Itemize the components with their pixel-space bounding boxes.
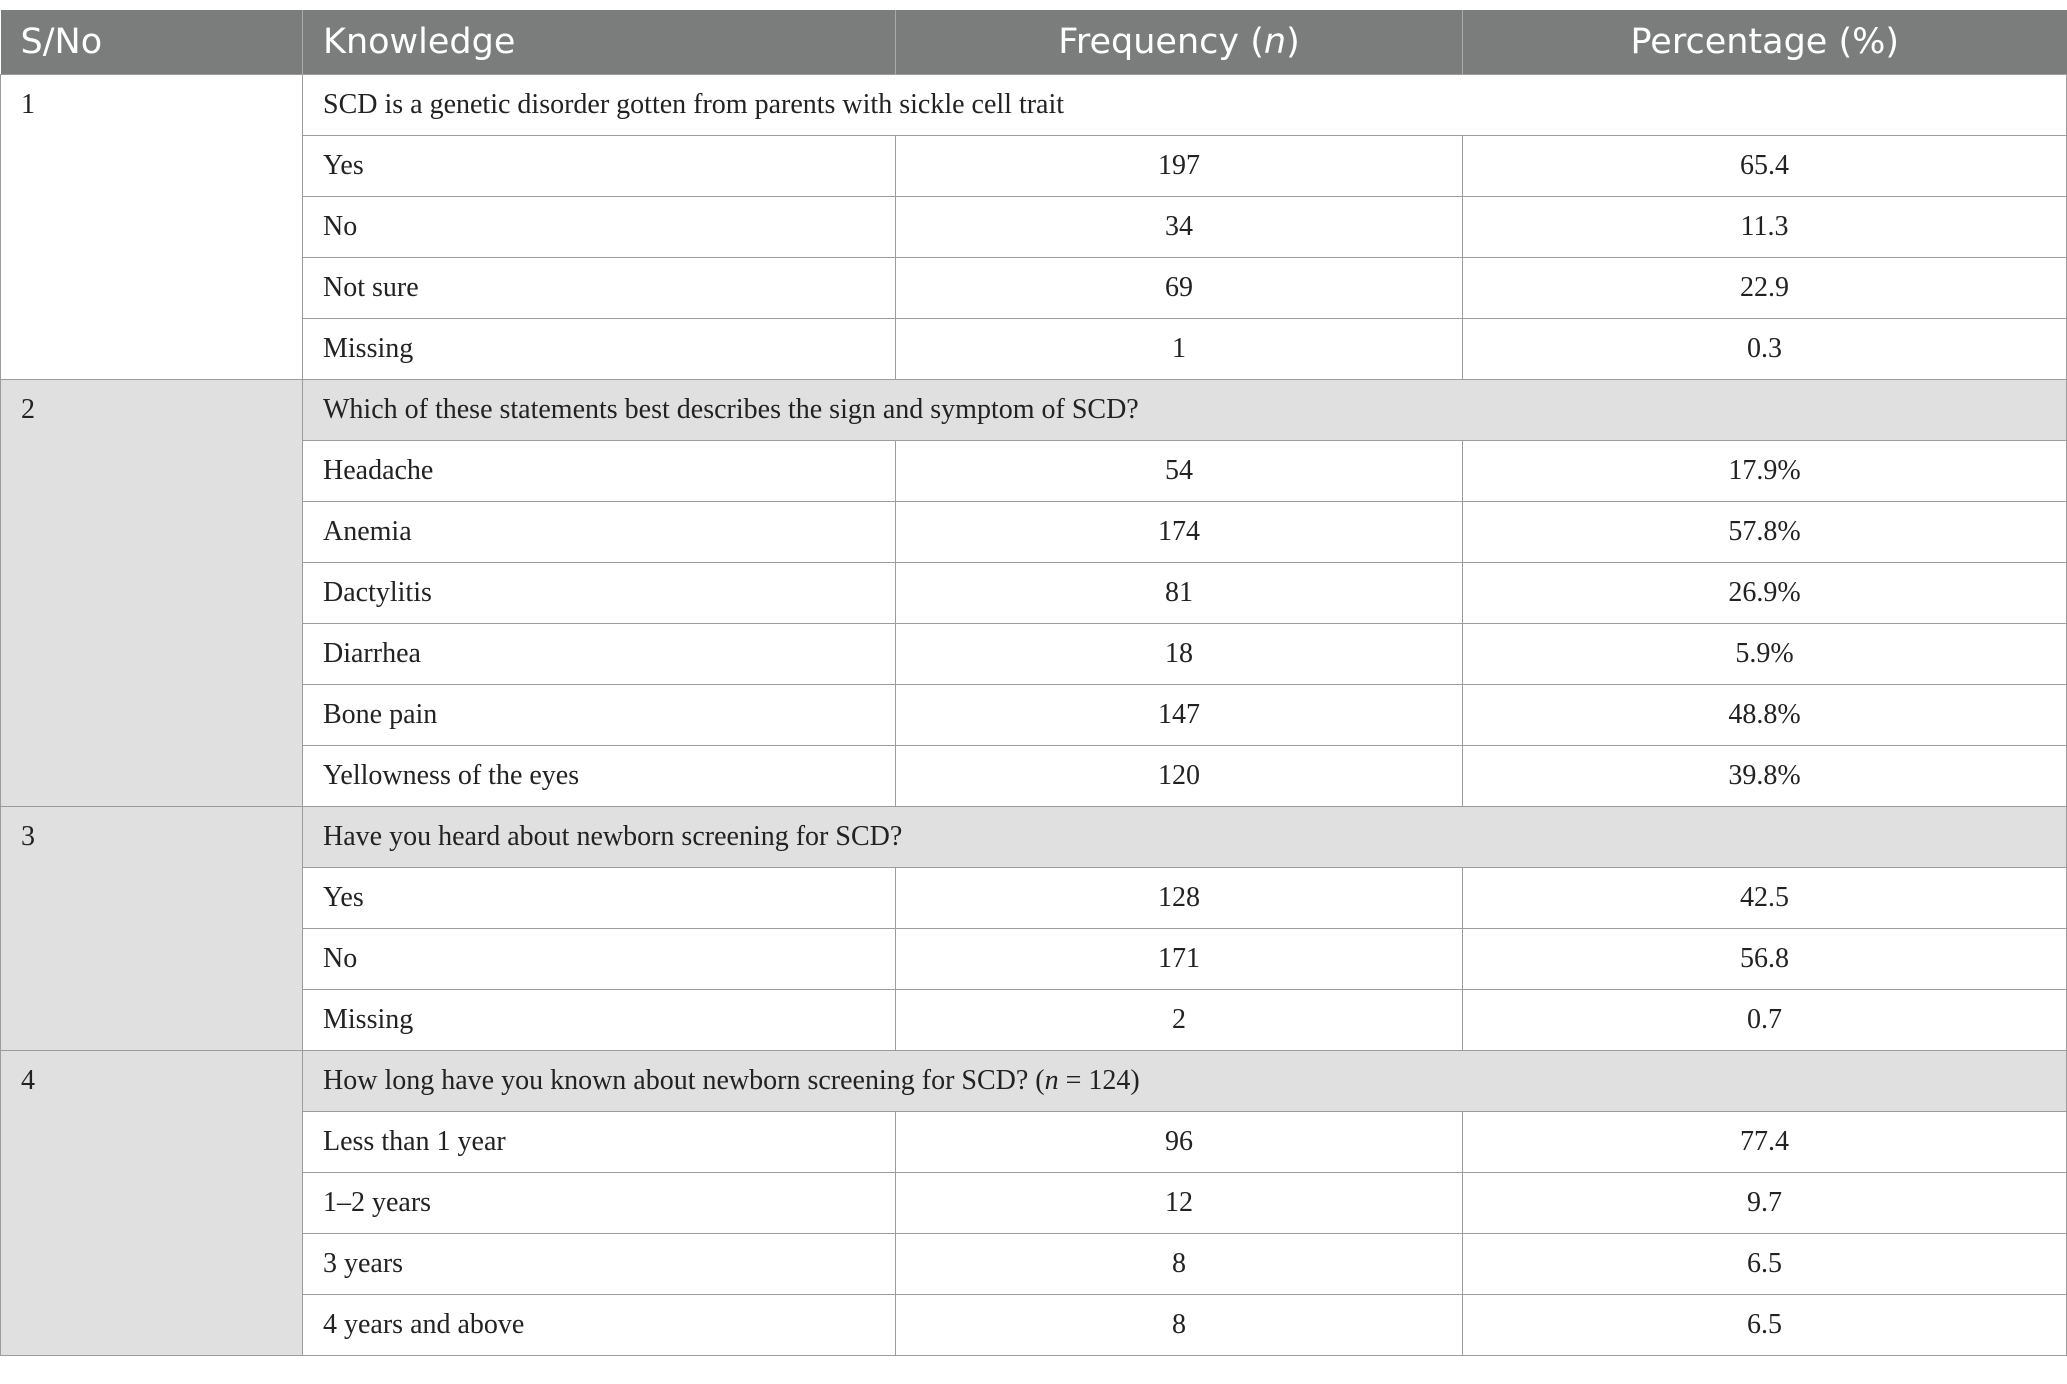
percentage-cell: 39.8% bbox=[1463, 746, 2067, 807]
percentage-cell: 42.5 bbox=[1463, 868, 2067, 929]
table-row bbox=[1, 624, 2067, 685]
option-label: Missing bbox=[303, 990, 896, 1051]
header-percentage: Percentage (%) bbox=[1463, 10, 2067, 75]
option-label: Dactylitis bbox=[303, 563, 896, 624]
frequency-cell: 128 bbox=[896, 868, 1463, 929]
question-main: SCD is a genetic disorder gotten from parents with sickle cell trait bbox=[323, 89, 1065, 120]
option-label: Bone pain bbox=[303, 685, 896, 746]
option-label: 3 years bbox=[303, 1234, 896, 1295]
question-row bbox=[1, 1051, 2067, 1112]
table-row bbox=[1, 746, 2067, 807]
question-main: Which of these statements best describes the sign and symptom of SCD? bbox=[323, 394, 1139, 425]
option-label: Yes bbox=[303, 136, 896, 197]
percentage-cell: 6.5 bbox=[1463, 1295, 2067, 1356]
header-sno: S/No bbox=[1, 10, 303, 75]
table-row bbox=[1, 502, 2067, 563]
option-label: No bbox=[303, 197, 896, 258]
header-frequency-text: Frequency ( bbox=[1058, 22, 1264, 62]
question-tail: = 124) bbox=[1058, 1065, 1140, 1096]
percentage-cell: 56.8 bbox=[1463, 929, 2067, 990]
question-variable: n bbox=[1044, 1065, 1059, 1096]
percentage-cell: 48.8% bbox=[1463, 685, 2067, 746]
frequency-cell: 34 bbox=[896, 197, 1463, 258]
frequency-cell: 54 bbox=[896, 441, 1463, 502]
option-label: Less than 1 year bbox=[303, 1112, 896, 1173]
frequency-cell: 81 bbox=[896, 563, 1463, 624]
percentage-cell: 6.5 bbox=[1463, 1234, 2067, 1295]
header-row bbox=[1, 10, 2067, 75]
option-label: 4 years and above bbox=[303, 1295, 896, 1356]
frequency-cell: 96 bbox=[896, 1112, 1463, 1173]
question-main: Have you heard about newborn screening for SCD? bbox=[323, 821, 903, 852]
sno-cell: 1 bbox=[1, 75, 303, 380]
option-label: No bbox=[303, 929, 896, 990]
frequency-cell: 69 bbox=[896, 258, 1463, 319]
table-row bbox=[1, 1295, 2067, 1356]
table-row bbox=[1, 1112, 2067, 1173]
table-row bbox=[1, 136, 2067, 197]
frequency-cell: 18 bbox=[896, 624, 1463, 685]
frequency-cell: 1 bbox=[896, 319, 1463, 380]
frequency-cell: 197 bbox=[896, 136, 1463, 197]
percentage-cell: 26.9% bbox=[1463, 563, 2067, 624]
option-label: Yellowness of the eyes bbox=[303, 746, 896, 807]
percentage-cell: 11.3 bbox=[1463, 197, 2067, 258]
option-label: Not sure bbox=[303, 258, 896, 319]
header-frequency-var: n bbox=[1263, 22, 1287, 62]
table-row bbox=[1, 868, 2067, 929]
option-label: Yes bbox=[303, 868, 896, 929]
frequency-cell: 174 bbox=[896, 502, 1463, 563]
question-text bbox=[303, 75, 2067, 136]
table-row bbox=[1, 929, 2067, 990]
table-row bbox=[1, 1234, 2067, 1295]
frequency-cell: 120 bbox=[896, 746, 1463, 807]
option-label: Anemia bbox=[303, 502, 896, 563]
sno-cell: 2 bbox=[1, 380, 303, 807]
sno-cell: 3 bbox=[1, 807, 303, 1051]
frequency-cell: 12 bbox=[896, 1173, 1463, 1234]
option-label: Diarrhea bbox=[303, 624, 896, 685]
frequency-cell: 8 bbox=[896, 1234, 1463, 1295]
option-label: 1–2 years bbox=[303, 1173, 896, 1234]
frequency-cell: 147 bbox=[896, 685, 1463, 746]
frequency-cell: 8 bbox=[896, 1295, 1463, 1356]
question-main: How long have you known about newborn screening for SCD? ( bbox=[323, 1065, 1045, 1096]
header-knowledge: Knowledge bbox=[303, 10, 896, 75]
percentage-cell: 65.4 bbox=[1463, 136, 2067, 197]
question-text bbox=[303, 807, 2067, 868]
table-row bbox=[1, 258, 2067, 319]
table-row bbox=[1, 441, 2067, 502]
percentage-cell: 17.9% bbox=[1463, 441, 2067, 502]
question-text bbox=[303, 1051, 2067, 1112]
table-row bbox=[1, 197, 2067, 258]
table-body bbox=[1, 75, 2067, 1356]
table-row bbox=[1, 563, 2067, 624]
question-text bbox=[303, 380, 2067, 441]
percentage-cell: 9.7 bbox=[1463, 1173, 2067, 1234]
header-frequency bbox=[896, 10, 1463, 75]
sno-cell: 4 bbox=[1, 1051, 303, 1356]
percentage-cell: 57.8% bbox=[1463, 502, 2067, 563]
percentage-cell: 0.3 bbox=[1463, 319, 2067, 380]
table-row bbox=[1, 1173, 2067, 1234]
question-row bbox=[1, 807, 2067, 868]
table-row bbox=[1, 685, 2067, 746]
question-row bbox=[1, 75, 2067, 136]
option-label: Missing bbox=[303, 319, 896, 380]
header-frequency-close: ) bbox=[1286, 22, 1300, 62]
option-label: Headache bbox=[303, 441, 896, 502]
question-row bbox=[1, 380, 2067, 441]
percentage-cell: 5.9% bbox=[1463, 624, 2067, 685]
percentage-cell: 22.9 bbox=[1463, 258, 2067, 319]
knowledge-table bbox=[0, 10, 2067, 1356]
percentage-cell: 77.4 bbox=[1463, 1112, 2067, 1173]
frequency-cell: 171 bbox=[896, 929, 1463, 990]
frequency-cell: 2 bbox=[896, 990, 1463, 1051]
table-row bbox=[1, 319, 2067, 380]
table-row bbox=[1, 990, 2067, 1051]
percentage-cell: 0.7 bbox=[1463, 990, 2067, 1051]
